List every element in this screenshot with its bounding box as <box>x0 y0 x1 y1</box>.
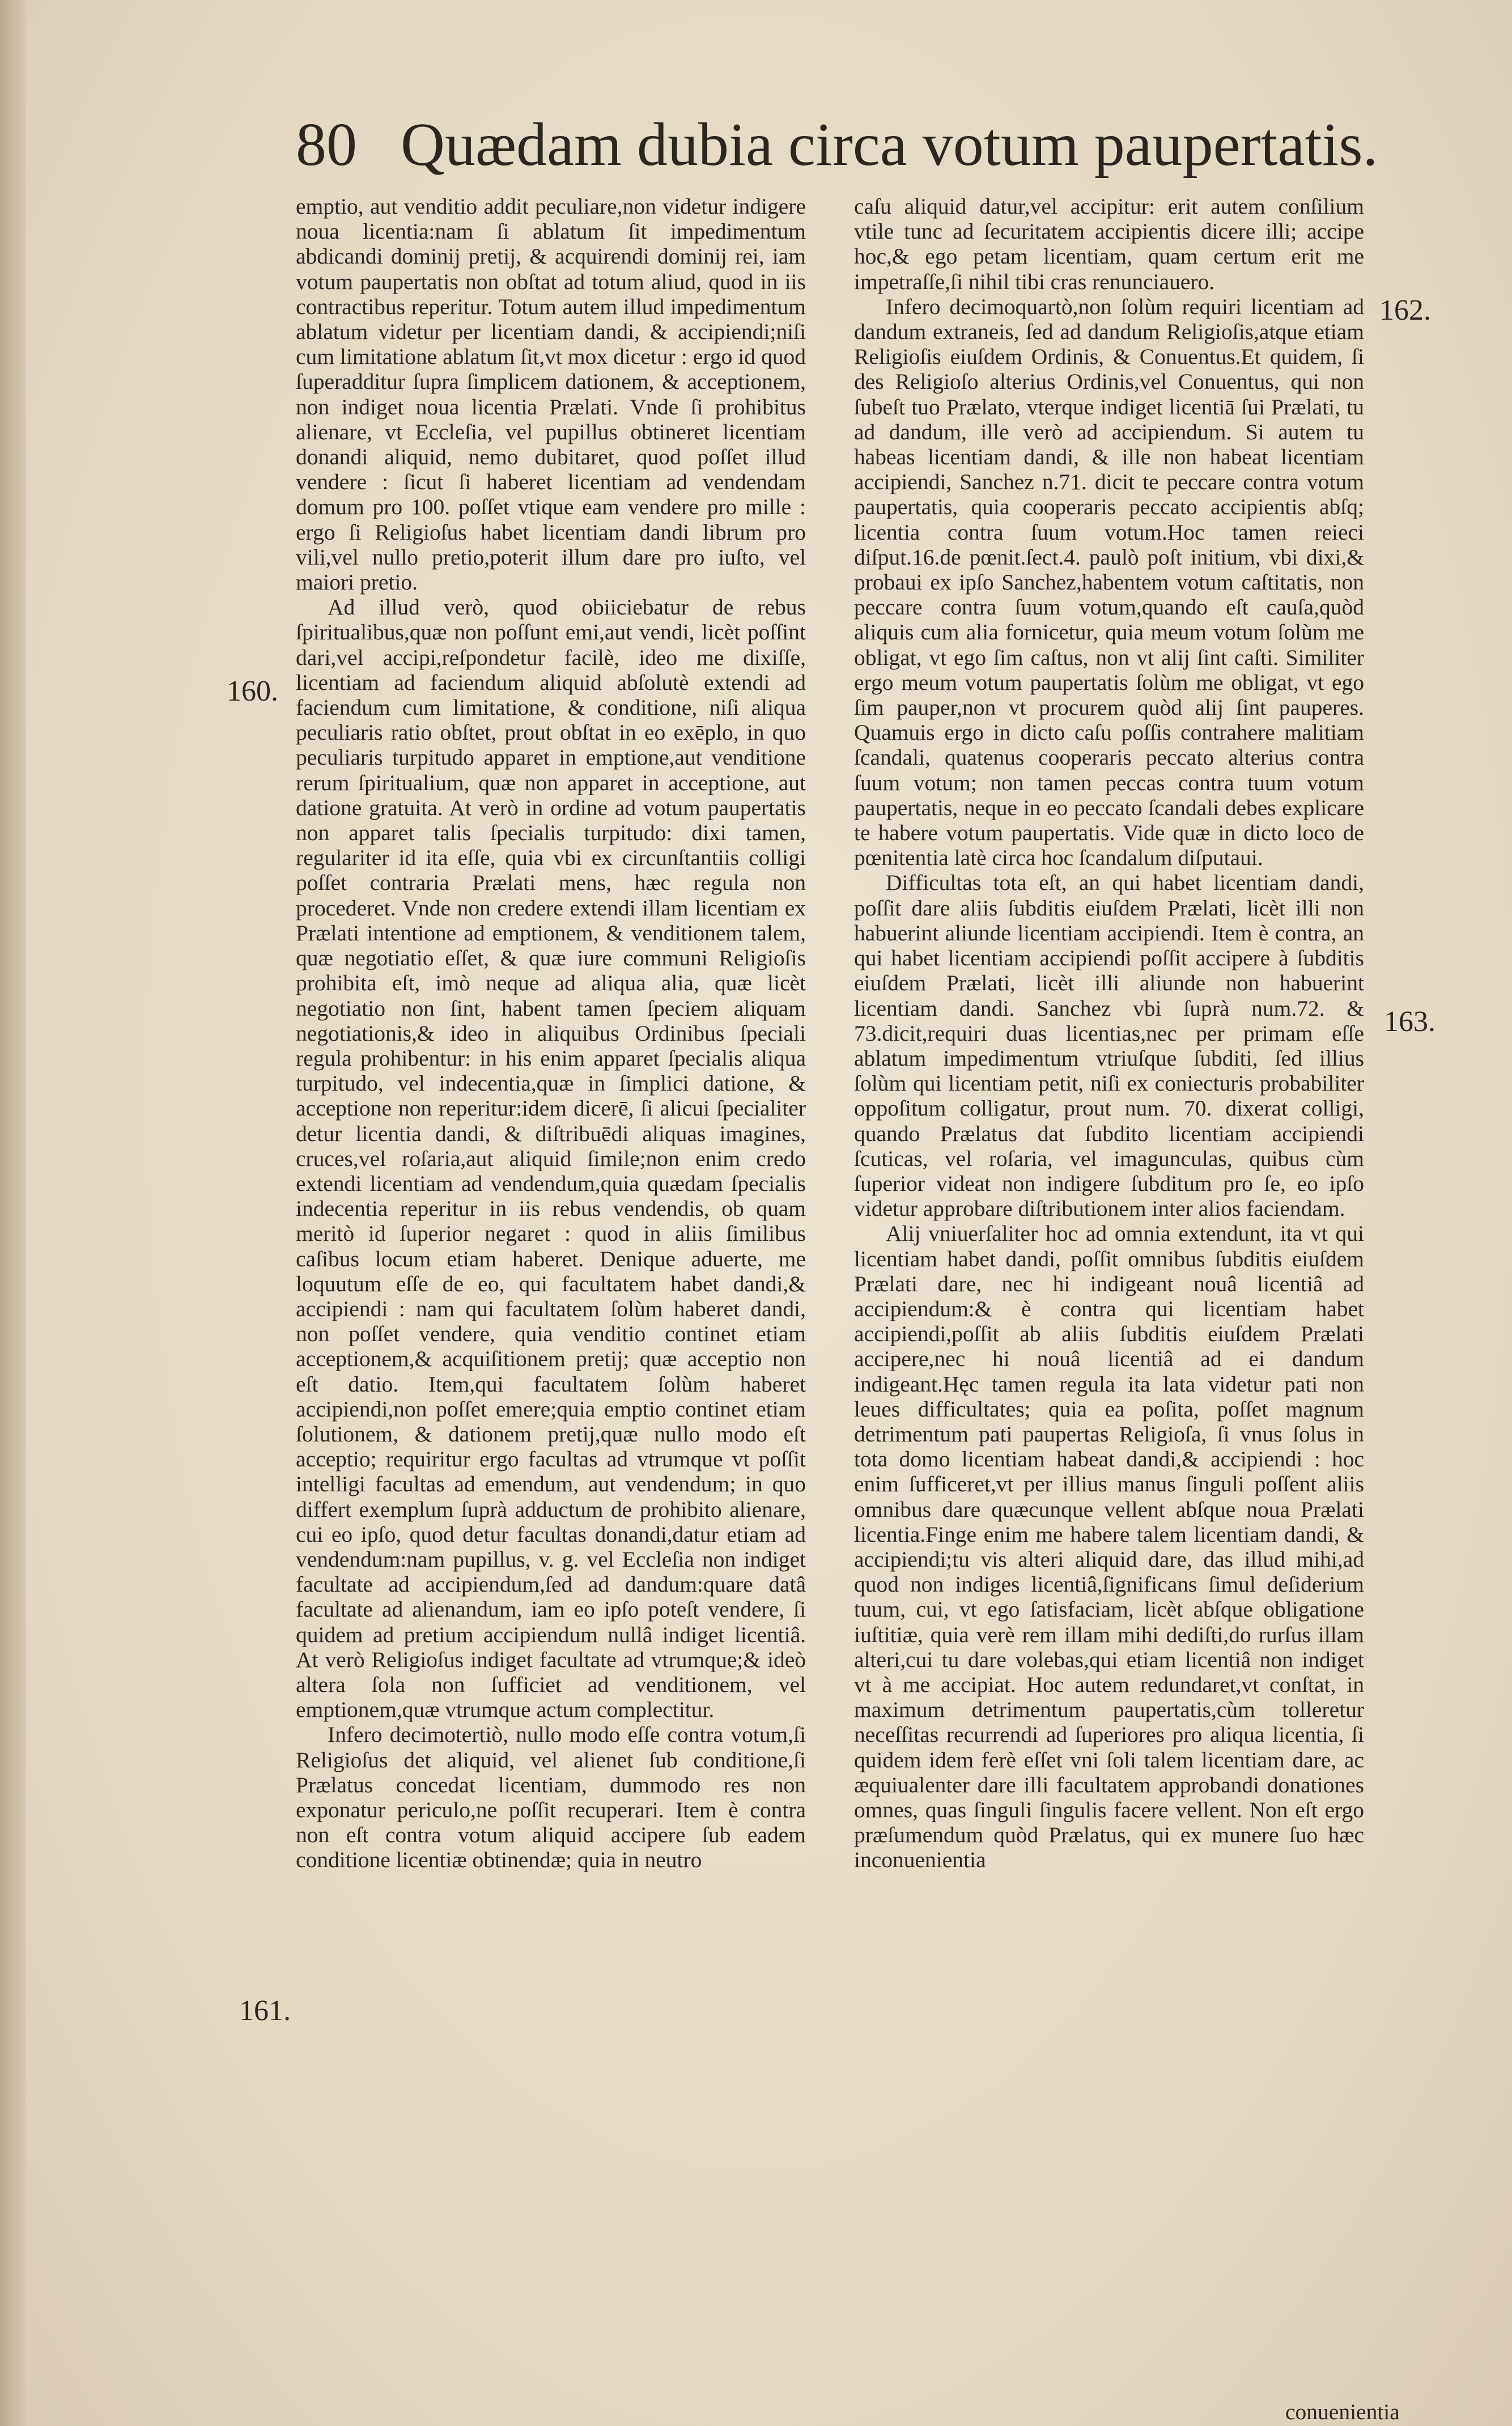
catchword: conuenientia <box>1285 2399 1400 2424</box>
page-header <box>296 111 1378 196</box>
page-number: 80 <box>296 111 357 179</box>
left-column <box>296 194 806 1873</box>
margin-note-162: 162. <box>1379 294 1431 326</box>
paragraph: Difficultas tota eſt, an qui habet licentiam dandi, poſſit dare aliis ſubditis eiuſdem Prælati, licèt illi non habuerint aliunde licentiam accipiendi. Item è contra, an qui habet licentiam accipiendi poſſit accipere à ſubditis eiuſdem Prælati, licèt illi aliunde non habuerint licentiam dandi. Sanchez vbi ſuprà num.72. & 73.dicit,requiri duas licentias,nec per primam eſſe ablatum impedimentum vtriuſque ſubditi, ſed illius ſolùm qui licentiam petit, niſi ex coniecturis probabiliter oppoſitum colligatur, prout num. 70. dixerat colligi, quando Prælatus dat ſubdito licentiam accipiendi ſcuticas, vel roſaria, vel imagunculas, quibus cùm ſuperior videat non indigere ſubditum pro ſe, eo ipſo videtur approbare diſtributionem inter alios faciendam. <box>854 870 1364 1222</box>
right-column <box>854 194 1364 1873</box>
margin-note-160: 160. <box>227 675 278 707</box>
paragraph: Infero decimoquartò,non ſolùm requiri licentiam ad dandum extraneis, ſed ad dandum Religioſis,atque etiam Religioſis eiuſdem Ordinis, & Conuentus.Et quidem, ſi des Religioſo alterius Ordinis,vel Conuentus, qui non ſubeſt tuo Prælato, vterque indiget licentiā ſui Prælati, tu ad dandum, ille verò ad accipiendum. Si autem tu habeas licentiam dandi, & ille non habeat licentiam accipiendi, Sanchez n.71. dicit te peccare contra votum paupertatis, quia cooperaris peccato accipientis abſq; licentia contra ſuum votum.Hoc tamen reieci diſput.16.de pœnit.ſect.4. paulò poſt initium, vbi dixi,& probaui ex ipſo Sanchez,habentem votum caſtitatis, non peccare contra ſuum votum,quando eſt cauſa,quòd aliquis cum alia fornicetur, quia meum votum ſolùm me obligat, vt ego ſim caſtus, non vt alij ſint caſti. Similiter ergo meum votum paupertatis ſolùm me obligat, vt ego ſim pauper,non vt procurem quòd alij ſint pauperes. Quamuis ergo in dicto caſu poſſis contrahere malitiam ſcandali, quatenus cooperaris peccato alterius contra ſuum votum; non tamen peccas contra tuum votum paupertatis, neque in eo peccato ſcandali debes explicare te habere votum paupertatis. Vide quæ in dicto loco de pœnitentia latè circa hoc ſcandalum diſputaui. <box>854 294 1364 871</box>
paragraph: emptio, aut venditio addit peculiare,non videtur indigere noua licentia:nam ſi ablatum ſit impedimentum abdicandi dominij pretij, & acquirendi dominij rei, iam votum paupertatis non obſtat ad totum aliud, quod in iis contractibus reperitur. Totum autem illud impedimentum ablatum videtur per licentiam dandi, & accipiendi;niſi cum limitatione ablatum ſit,vt mox dicetur : ergo id quod ſuperadditur ſupra ſimplicem dationem, & acceptionem, non indiget noua licentia Prælati. Vnde ſi prohibitus alienare, vt Eccleſia, vel pupillus obtineret licentiam donandi aliquid, nemo dubitaret, quod poſſet illud vendere : ſicut ſi haberet licentiam ad vendendam domum pro 100. poſſet vtique eam vendere pro mille : ergo ſi Religioſus habet licentiam dandi librum pro vili,vel nullo pretio,poterit illum dare pro iuſto, vel maiori pretio. <box>296 194 806 595</box>
paragraph: Alij vniuerſaliter hoc ad omnia extendunt, ita vt qui licentiam habet dandi, poſſit omnibus ſubditis eiuſdem Prælati dare, nec hi indigeant nouâ licentiâ ad accipiendum:& è contra qui licentiam habet accipiendi,poſſit ab aliis ſubditis eiuſdem Prælati accipere,nec hi nouâ licentiâ ad ei dandum indigeant.Hęc tamen regula ita lata videtur pati non leues difficultates; quia ea poſita, poſſet magnum detrimentum pati paupertas Religioſa, ſi vnus ſolus in tota domo licentiam habeat dandi,& accipiendi : hoc enim ſufficeret,vt per illius manus ſinguli poſſent aliis omnibus dare quæcunque vellent abſque noua Prælati licentia.Finge enim me habere talem licentiam dandi, & accipiendi;tu vis alteri aliquid dare, das illud mihi,ad quod non indiges licentiâ,ſignificans ſimul deſiderium tuum, cui, vt ego ſatisfaciam, licèt abſque obligatione iuſtitiæ, quia verè rem illam mihi dediſti,do rurſus illam alteri,cui tu dare volebas,qui etiam licentiâ non indiget vt à me accipiat. Hoc autem redundaret,vt conſtat, in maximum detrimentum paupertatis,cùm tolleretur neceſſitas recurrendi ad ſuperiores pro aliqua licentia, ſi quidem idem ferè eſſet vni ſoli talem licentiam dare, ac æquiualenter dare illi facultatem approbandi donationes omnes, quas ſinguli ſingulis facere vellent. Non eſt ergo præſumendum quòd Prælatus, qui ex munere ſuo hæc inconuenientia <box>854 1221 1364 1873</box>
margin-note-163: 163. <box>1384 1006 1435 1038</box>
margin-note-161: 161. <box>239 1995 291 2027</box>
paragraph: caſu aliquid datur,vel accipitur: erit autem conſilium vtile tunc ad ſecuritatem accipientis dicere illi; accipe hoc,& ego petam licentiam, quam certum erit me impetraſſe,ſi nihil tibi cras renunciauero. <box>854 194 1364 294</box>
running-title: Quædam dubia circa votum paupertatis. <box>401 111 1378 179</box>
page-edge <box>0 0 26 2426</box>
paragraph: Infero decimotertiò, nullo modo eſſe contra votum,ſi Religioſus det aliquid, vel alienet ſub conditione,ſi Prælatus concedat licentiam, dummodo res non exponatur periculo,ne poſſit recuperari. Item è contra non eſt contra votum aliquid accipere ſub eadem conditione licentiæ obtinendæ; quia in neutro <box>296 1722 806 1873</box>
paragraph: Ad illud verò, quod obiiciebatur de rebus ſpiritualibus,quæ non poſſunt emi,aut vendi, licèt poſſint dari,vel accipi,reſpondetur facilè, ideo me dixiſſe, licentiam ad faciendum aliquid abſolutè extendi ad faciendum cum limitatione, & conditione, niſi aliqua peculiaris ratio obſtet, prout obſtat in eo exēplo, in quo peculiaris turpitudo apparet in emptione,aut venditione rerum ſpiritualium, quæ non apparet in acceptione, aut datione gratuita. At verò in ordine ad votum paupertatis non apparet talis ſpecialis turpitudo: dixi tamen, regulariter id ita eſſe, quia vbi ex circunſtantiis colligi poſſet contraria Prælati mens, hæc regula non procederet. Vnde non credere extendi illam licentiam ex Prælati intentione ad emptionem, & venditionem talem, quæ negotiatio eſſet, & quæ iure communi Religioſis prohibita eſt, imò neque ad aliqua alia, quæ licèt negotiatio non ſint, habent tamen ſpeciem aliquam negotiationis,& ideo in aliquibus Ordinibus ſpeciali regula prohibentur: in his enim apparet ſpecialis aliqua turpitudo, vel indecentia,quæ in ſimplici datione, & acceptione non reperitur:idem dicerē, ſi alicui ſpecialiter detur licentia dandi, & diſtribuēdi aliquas imagines, cruces,vel roſaria,aut aliquid ſimile;non enim credo extendi licentiam ad vendendum,quia quædam ſpecialis indecentia reperitur in iis rebus vendendis, ob quam meritò id ſuperior negaret : quod in aliis ſimilibus caſibus locum etiam haberet. Denique aduerte, me loquutum eſſe de eo, qui facultatem habet dandi,& accipiendi : nam qui facultatem ſolùm haberet dandi, non poſſet vendere, quia venditio continet etiam acceptionem,& acquiſitionem pretij; quæ acceptio non eſt datio. Item,qui facultatem ſolùm haberet accipiendi,non poſſet emere;quia emptio continet etiam ſolutionem, & dationem pretij,quæ nullo modo eſt acceptio; requiritur ergo facultas ad vtrumque vt poſſit intelligi facultas ad emendum, aut vendendum; in quo differt exemplum ſuprà adductum de prohibito alienare, cui eo ipſo, quod detur facultas donandi,datur etiam ad vendendum:nam pupillus, v. g. vel Eccleſia non indiget facultate ad accipiendum,ſed ad dandum:quare datâ facultate ad alienandum, iam eo ipſo poteſt vendere, ſi quidem ad pretium accipiendum nullâ indiget licentiâ. At verò Religioſus indiget facultate ad vtrumque;& ideò altera ſola non ſufficiet ad venditionem, vel emptionem,quæ vtrumque actum complectitur. <box>296 595 806 1723</box>
